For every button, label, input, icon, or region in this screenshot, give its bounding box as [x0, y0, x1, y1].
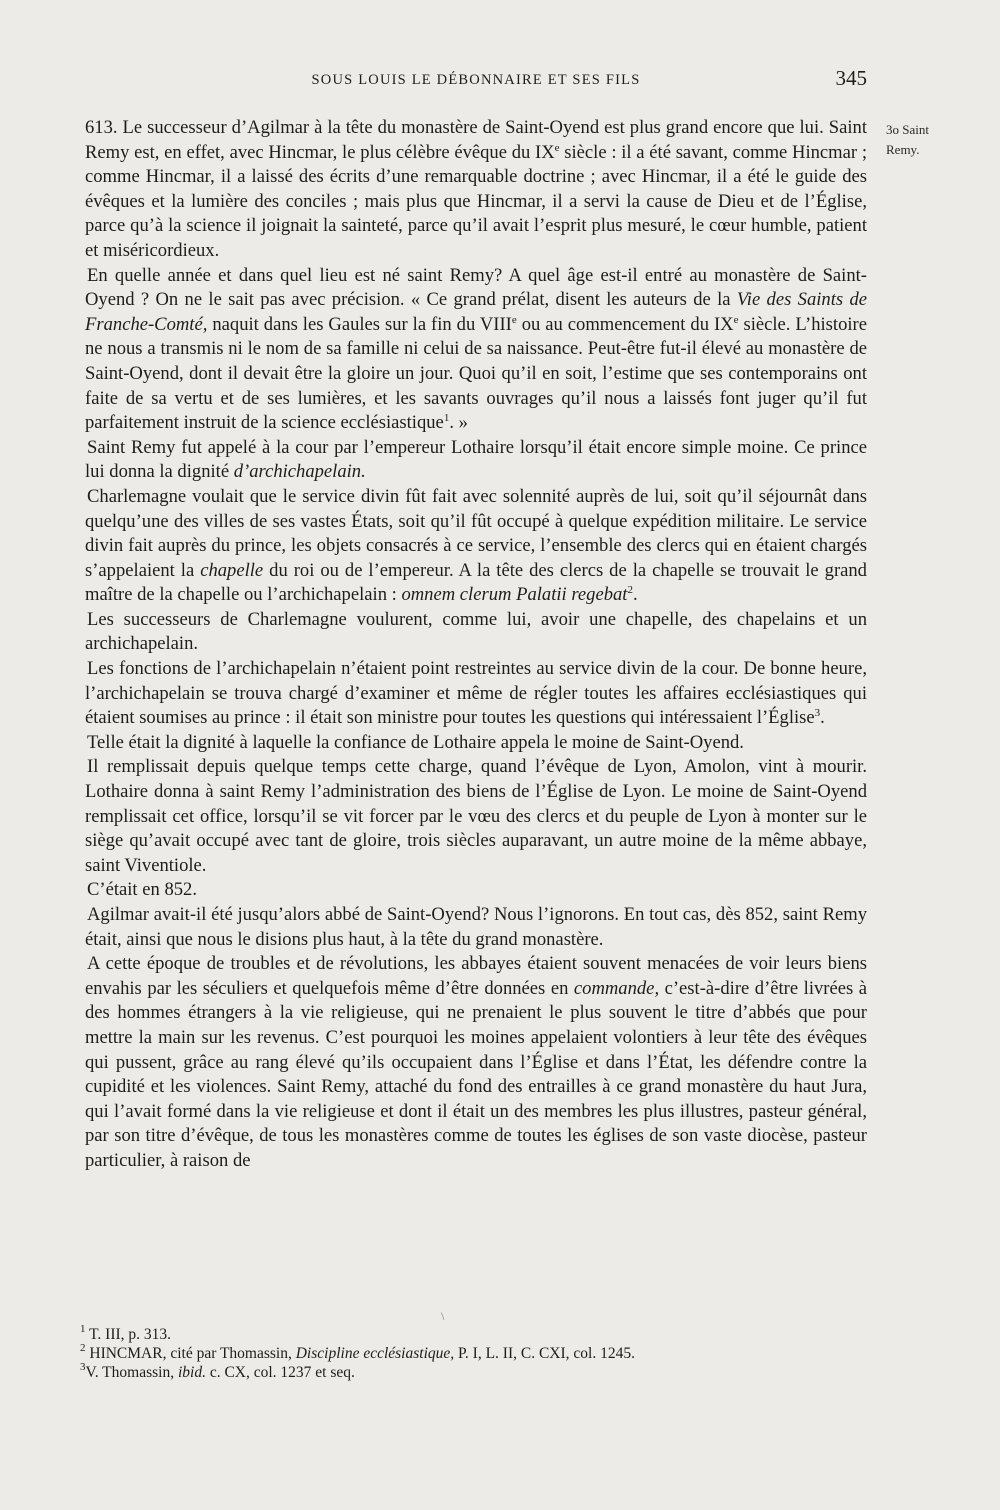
body-text [85, 116, 867, 1174]
footnotes [80, 1325, 880, 1382]
paragraph: C’était en 852. [87, 879, 197, 901]
text-run: 613. Le successeur d’Agilmar à la tête du monastère de Saint-Oyend est plus grand encore que lui. Saint Remy est, en effet, avec Hincmar, le plus célèbre évêque du IX [85, 117, 867, 163]
footnote-mark: 1 [80, 1323, 86, 1335]
text-run: . [820, 707, 825, 729]
margin-note [886, 120, 966, 160]
paragraph: Il remplissait depuis quelque temps cette charge, quand l’évêque de Lyon, Amolon, vint à mourir. Lothaire donna à saint Remy l’administration des biens de l’Église de Lyon. Le moine de Saint-Oyend remplissait cet office, lorsqu’il se vit forcer par le vœu des clercs et du peuple de Lyon à monter sur le siège qu’avait occupé avec tant de gloire, trois siècles auparavant, un autre moine de la même abbaye, saint Viventiole. [85, 756, 867, 876]
footnote-title: ibid. [177, 1364, 206, 1381]
paragraph [85, 485, 867, 608]
footnote [80, 1344, 880, 1363]
page-number: 345 [835, 66, 867, 90]
footnote-ref: 1 [443, 412, 450, 425]
text-run: . [632, 584, 638, 606]
text-run: Saint Remy fut appelé à la cour par l’empereur Lothaire lorsqu’il était encore simple moine. Ce prince lui donna la dignité [85, 436, 867, 483]
text-run: Charlemagne voulait que le service divin fût fait avec solennité auprès de lui, soit qu’il séjournât dans quelqu’une des villes de ses vastes États, soit qu’il fût occupé à quelque expédition militaire. Le service divin fait auprès du prince, les objets consacrés à ce service, l’ensemble des clercs qui en étaient chargés s’appelaient la [85, 485, 867, 581]
footnote-ref: 3 [814, 707, 821, 720]
paragraph [85, 436, 867, 485]
stray-mark: \ [441, 1309, 445, 1323]
footnote-ref: 2 [627, 584, 633, 597]
footnote [80, 1363, 880, 1382]
text-run: En quelle année et dans quel lieu est né saint Remy? A quel âge est-il entré au monastère de Saint-Oyend ? On ne le sait pas avec précision. « Ce grand prélat, disent les auteurs de la [85, 264, 867, 311]
paragraph: Agilmar avait-il été jusqu’alors abbé de Saint-Oyend? Nous l’ignorons. En tout cas, dès 852, saint Remy était, ainsi que nous le disions plus haut, à la tête du grand monastère. [85, 904, 867, 950]
footnote-text: V. Thomassin, [85, 1364, 178, 1381]
paragraph [85, 952, 867, 1173]
footnote-text: c. CX, col. 1237 et seq. [205, 1364, 355, 1381]
page-header [85, 66, 867, 96]
latin-quote: omnem clerum Palatii regebat [401, 584, 628, 606]
paragraph: Telle était la dignité à laquelle la confiance de Lothaire appela le moine de Saint-Oyend. [87, 731, 744, 753]
margin-note-line: 3o Saint [886, 122, 929, 137]
running-head: SOUS LOUIS LE DÉBONNAIRE ET SES FILS [311, 72, 641, 88]
superscript: e [733, 313, 739, 326]
text-run: naquit dans les Gaules sur la fin du VIII [207, 313, 512, 335]
italic-term: commande, [573, 977, 660, 999]
text-run: Les fonctions de l’archichapelain n’étaient point restreintes au service divin de la cour. De bonne heure, l’archichapelain se trouva chargé d’examiner et même de régler toutes les affaires ecclésiastiques qui étaient soumises au prince : il était son ministre pour toutes les questions qui intéressaient l’Église [85, 658, 867, 729]
italic-term: d’archichapelain. [233, 461, 366, 483]
text-run: siècle : il a été savant, comme Hincmar ; comme Hincmar, il a laissé des écrits d’une remarquable doctrine ; avec Hincmar, il a été le guide des évêques et la lumière des conciles ; mais plus que Hincmar, il a servi la cause de Dieu et de l’Église, parce qu’à la science il joignait la sainteté, parce qu’il avait l’esprit plus mesuré, le cœur humble, patient et miséricordieux. [85, 141, 867, 261]
text-run: ou au commencement du IX [516, 313, 734, 335]
footnote-mark: 2 [80, 1342, 86, 1354]
superscript: e [511, 313, 517, 326]
footnote [80, 1325, 880, 1344]
text-run: . » [449, 412, 468, 434]
footnote-mark: 3 [80, 1361, 86, 1373]
book-title: Vie des Saints de Franche-Comté, [85, 289, 867, 335]
footnote-text: P. I, L. II, C. CXI, col. 1245. [454, 1345, 635, 1362]
margin-note-line: Remy. [886, 142, 920, 157]
text-run: siècle. L’histoire ne nous a transmis ni le nom de sa famille ni celui de sa naissance. Peut-être fut-il élevé au monastère de Saint-Oyend, dont il devait être la gloire un jour. Quoi qu’il en soit, l’estime que ses contemporains ont faite de sa vertu et de ses lumières, et les savants ouvrages qu’il nous a laissés font juger qu’il fut parfaitement instruit de la science ecclésiastique [85, 313, 867, 434]
paragraph [85, 264, 867, 436]
text-run: du roi ou de l’empereur. A la tête des clercs de la chapelle se trouvait le grand maître de la chapelle ou l’archichapelain : [85, 559, 867, 606]
paragraph: Les successeurs de Charlemagne voulurent, comme lui, avoir une chapelle, des chapelains et un archichapelain. [85, 608, 867, 655]
footnote-title: Discipline ecclésiastique, [295, 1345, 455, 1362]
paragraph [85, 657, 867, 731]
footnote-text: T. III, p. 313. [89, 1326, 172, 1343]
paragraph [85, 116, 867, 264]
footnote-text: HINCMAR, cité par Thomassin, [89, 1345, 296, 1362]
text-run: A cette époque de troubles et de révolutions, les abbayes étaient souvent menacées de voir leurs biens envahis par les séculiers et quelquefois même d’être données en [85, 953, 867, 999]
superscript: e [554, 141, 560, 154]
text-run: c’est-à-dire d’être livrées à des hommes étrangers à la vie religieuse, qui ne prenaient le plus souvent le titre d’abbés que pour mettre la main sur les revenus. C’est pourquoi les moines appelaient volontiers à leur tête des évêques qui pussent, grâce au rang élevé qu’ils occupaient dans l’Église et dans l’État, les défendre contre la cupidité et les violences. Saint Remy, attaché du fond des entrailles à ce grand monastère du haut Jura, qui l’avait formé dans la vie religieuse et dont il était un des membres les plus illustres, pasteur général, par son titre d’évêque, de tous les monastères comme de toutes les églises de son vaste diocèse, pasteur particulier, à raison de [85, 977, 867, 1171]
italic-term: chapelle [200, 559, 264, 581]
